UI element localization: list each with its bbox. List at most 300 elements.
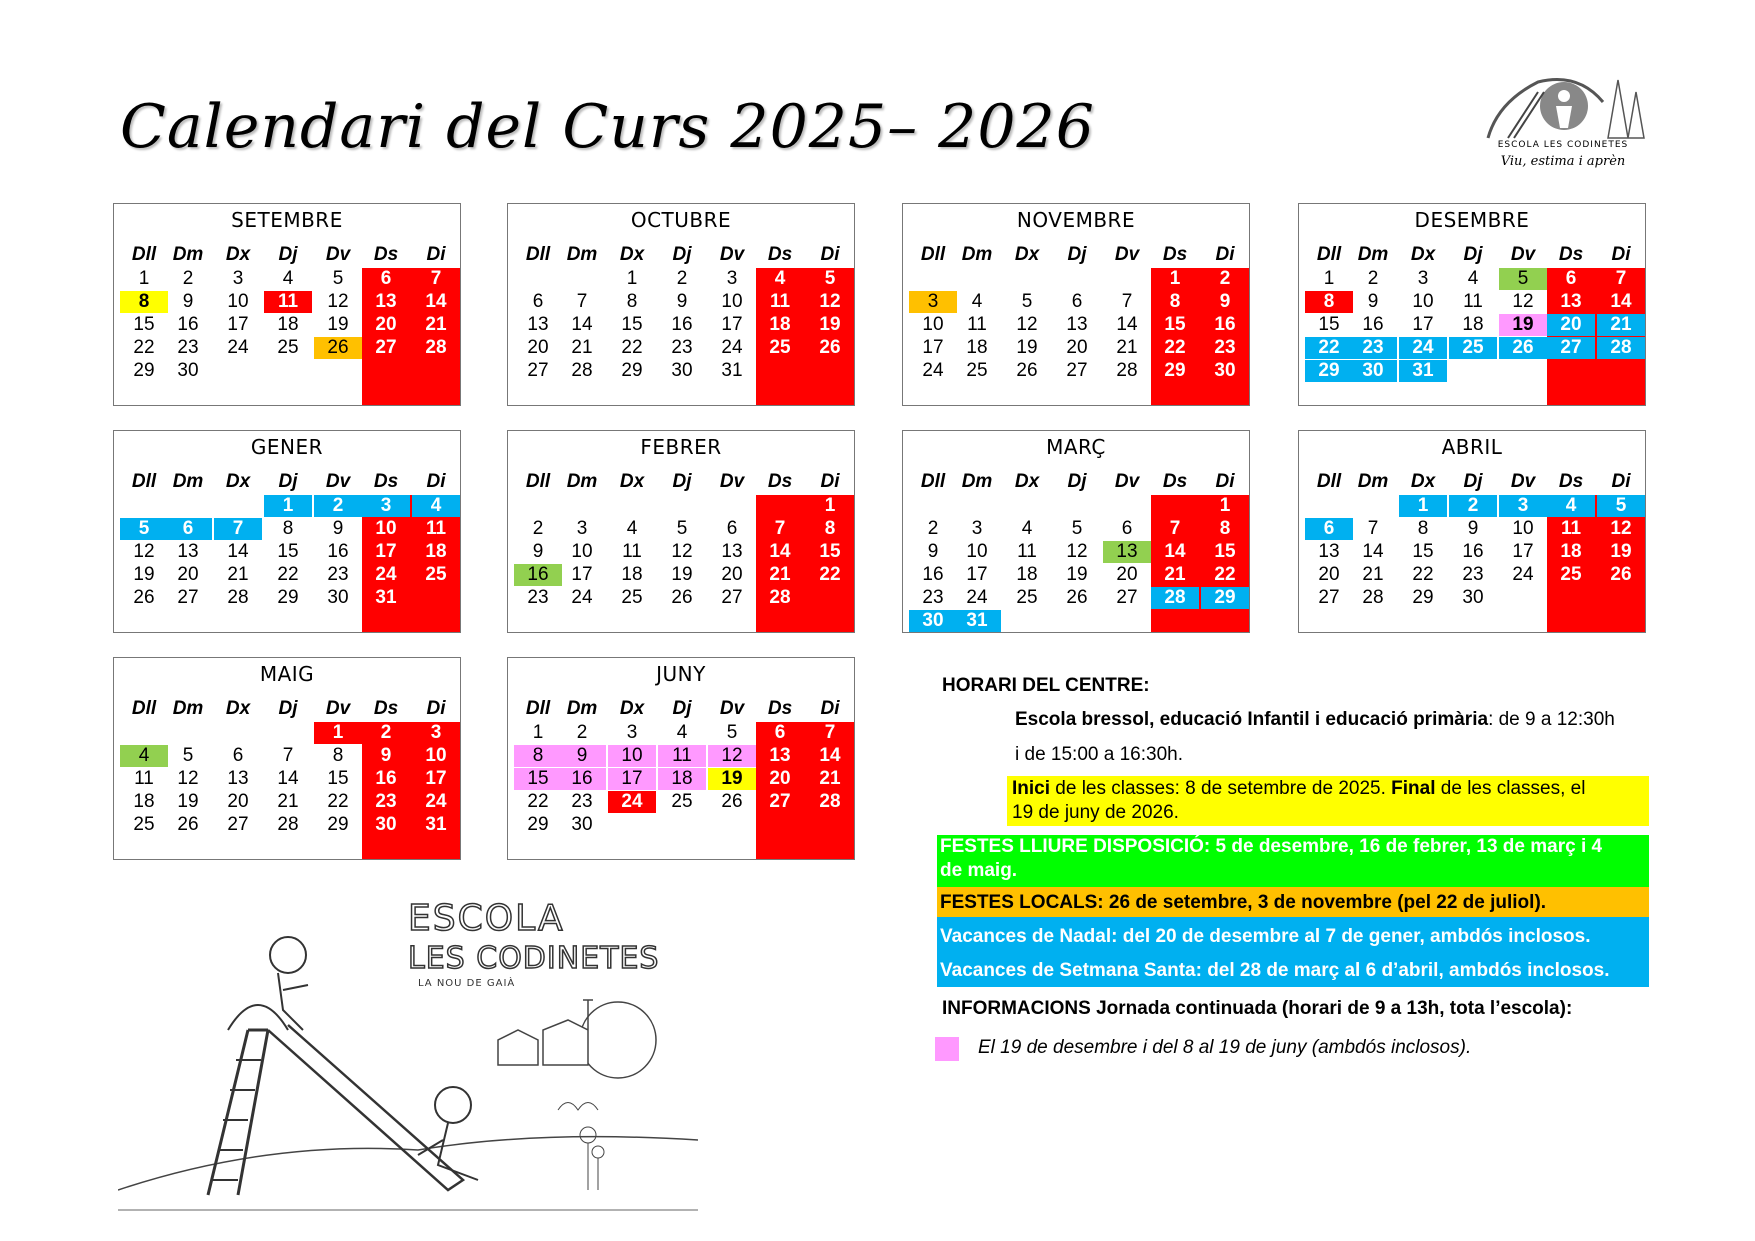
day-cell: 17 — [227, 314, 249, 335]
day-cell: 13 — [721, 541, 743, 562]
day-cell: 22 — [1412, 564, 1434, 585]
day-cell: 2 — [314, 495, 362, 517]
day-cell: 11 — [769, 291, 791, 312]
day-cell: 9 — [1467, 518, 1479, 539]
weekday-header: Dj — [1067, 471, 1087, 492]
day-cell: 30 — [327, 587, 349, 608]
day-cell: 13 — [1318, 541, 1340, 562]
day-cell: 26 — [314, 337, 362, 359]
day-cell: 12 — [1066, 541, 1088, 562]
day-cell: 2 — [1367, 268, 1379, 289]
day-cell: 1 — [1399, 495, 1447, 517]
day-cell: 21 — [227, 564, 249, 585]
day-cell: 25 — [277, 337, 299, 358]
day-cell: 23 — [1349, 337, 1397, 359]
day-cell: 4 — [1021, 518, 1033, 539]
day-cell: 8 — [282, 518, 294, 539]
day-cell: 12 — [1610, 518, 1632, 539]
day-cell: 22 — [621, 337, 643, 358]
weekday-header: Di — [426, 698, 446, 719]
day-cell: 20 — [375, 314, 397, 335]
day-cell: 18 — [1016, 564, 1038, 585]
day-cell: 9 — [927, 541, 939, 562]
day-cell: 12 — [327, 291, 349, 312]
day-cell: 22 — [133, 337, 155, 358]
day-cell: 5 — [1499, 268, 1547, 290]
day-cell: 21 — [1597, 314, 1645, 336]
setmana-santa-text: Vacances de Setmana Santa: del 28 de març al 6 d’abril, ambdós inclosos. — [940, 960, 1610, 981]
weekday-header: Dx — [1410, 471, 1436, 492]
day-cell: 4 — [1547, 495, 1595, 517]
weekday-header: Dm — [172, 698, 204, 719]
day-cell: 10 — [922, 314, 944, 335]
day-cell: 23 — [922, 587, 944, 608]
day-cell: 7 — [1121, 291, 1133, 312]
day-cell: 14 — [1116, 314, 1138, 335]
day-cell: 13 — [375, 291, 397, 312]
day-cell: 23 — [327, 564, 349, 585]
day-cell: 4 — [1467, 268, 1479, 289]
day-cell: 24 — [1512, 564, 1534, 585]
month-name: DESEMBRE — [1414, 208, 1530, 232]
day-cell: 25 — [1560, 564, 1582, 585]
day-cell: 22 — [1305, 337, 1353, 359]
day-cell: 22 — [527, 791, 549, 812]
day-cell: 29 — [527, 814, 549, 835]
day-cell: 21 — [769, 564, 791, 585]
day-cell: 15 — [1164, 314, 1186, 335]
day-cell: 28 — [1151, 587, 1199, 609]
day-cell: 19 — [1499, 314, 1547, 336]
day-cell: 6 — [380, 268, 392, 289]
weekday-header: Dll — [131, 698, 157, 719]
weekday-header: Ds — [1162, 471, 1188, 492]
weekday-header: Di — [1215, 471, 1235, 492]
inici-line2: 19 de juny de 2026. — [1012, 802, 1179, 823]
weekday-header: Di — [1611, 471, 1631, 492]
day-cell: 6 — [774, 722, 786, 743]
day-cell: 27 — [1066, 360, 1088, 381]
day-cell: 17 — [922, 337, 944, 358]
day-cell: 3 — [726, 268, 738, 289]
weekday-header: Dj — [672, 471, 692, 492]
nadal-text: Vacances de Nadal: del 20 de desembre al 7 de gener, ambdós inclosos. — [940, 926, 1591, 947]
day-cell: 14 — [571, 314, 593, 335]
day-cell: 19 — [327, 314, 349, 335]
day-cell: 8 — [120, 291, 168, 313]
day-cell: 18 — [277, 314, 299, 335]
day-cell: 15 — [819, 541, 841, 562]
horari-line1 — [1015, 709, 1615, 731]
day-cell: 6 — [1305, 518, 1353, 540]
weekday-header: Dv — [719, 471, 745, 492]
weekday-header: Dx — [619, 698, 645, 719]
day-cell: 17 — [425, 768, 447, 789]
day-cell: 24 — [922, 360, 944, 381]
day-cell: 8 — [332, 745, 344, 766]
day-cell: 4 — [971, 291, 983, 312]
day-cell: 19 — [1610, 541, 1632, 562]
day-cell: 6 — [1121, 518, 1133, 539]
day-cell: 12 — [819, 291, 841, 312]
day-cell: 21 — [571, 337, 593, 358]
day-cell: 11 — [658, 745, 706, 767]
day-cell: 3 — [232, 268, 244, 289]
day-cell: 19 — [1016, 337, 1038, 358]
day-cell: 10 — [1512, 518, 1534, 539]
day-cell: 5 — [824, 268, 836, 289]
day-cell: 7 — [430, 268, 442, 289]
day-cell: 25 — [425, 564, 447, 585]
day-cell: 20 — [1318, 564, 1340, 585]
weekday-header: Dll — [131, 471, 157, 492]
weekday-header: Dm — [1357, 471, 1389, 492]
day-cell: 2 — [532, 518, 544, 539]
day-cell: 22 — [277, 564, 299, 585]
day-cell: 4 — [282, 268, 294, 289]
weekday-header: Di — [426, 244, 446, 265]
day-cell: 20 — [1066, 337, 1088, 358]
weekday-header: Dm — [172, 471, 204, 492]
day-cell: 25 — [671, 791, 693, 812]
day-cell: 8 — [1169, 291, 1181, 312]
weekday-header: Dll — [525, 471, 551, 492]
day-cell: 18 — [769, 314, 791, 335]
day-cell: 12 — [133, 541, 155, 562]
horari-line1-rest: : de 9 a 12:30h — [1488, 709, 1615, 730]
day-cell: 26 — [1499, 337, 1547, 359]
festes-locals-line — [940, 892, 1546, 914]
day-cell: 1 — [1323, 268, 1335, 289]
sign-line1-text: ESCOLA — [408, 898, 565, 939]
day-cell: 3 — [1499, 495, 1547, 517]
festes-lliure-line1: FESTES LLIURE DISPOSICIÓ: 5 de desembre, 16 de febrer, 13 de març i 4 — [940, 836, 1603, 857]
weekday-header: Dm — [566, 698, 598, 719]
day-cell: 26 — [671, 587, 693, 608]
continuada-swatch — [935, 1037, 959, 1061]
weekday-header: Dm — [961, 471, 993, 492]
day-cell: 16 — [514, 564, 562, 586]
day-cell: 26 — [177, 814, 199, 835]
day-cell: 23 — [375, 791, 397, 812]
day-cell: 10 — [1412, 291, 1434, 312]
weekday-header: Dj — [278, 244, 298, 265]
day-cell: 3 — [909, 291, 957, 313]
day-cell: 13 — [1103, 541, 1151, 563]
day-cell: 23 — [571, 791, 593, 812]
day-cell: 22 — [1164, 337, 1186, 358]
day-cell: 23 — [671, 337, 693, 358]
school-illustration — [118, 890, 698, 1220]
day-cell: 20 — [769, 768, 791, 789]
day-cell: 4 — [626, 518, 638, 539]
day-cell: 9 — [558, 745, 606, 767]
day-cell: 30 — [1214, 360, 1236, 381]
day-cell: 27 — [721, 587, 743, 608]
day-cell: 29 — [1305, 360, 1353, 382]
day-cell: 16 — [1214, 314, 1236, 335]
day-cell: 10 — [966, 541, 988, 562]
day-cell: 21 — [277, 791, 299, 812]
day-cell: 18 — [1560, 541, 1582, 562]
weekday-header: Dv — [325, 698, 351, 719]
day-cell: 31 — [375, 587, 397, 608]
day-cell: 16 — [1462, 541, 1484, 562]
day-cell: 30 — [177, 360, 199, 381]
day-cell: 5 — [182, 745, 194, 766]
weekday-header: Dm — [566, 244, 598, 265]
day-cell: 9 — [332, 518, 344, 539]
day-cell: 1 — [1219, 495, 1231, 516]
day-cell: 20 — [1116, 564, 1138, 585]
day-cell: 18 — [425, 541, 447, 562]
day-cell: 15 — [1412, 541, 1434, 562]
sign-line1 — [408, 898, 565, 939]
day-cell: 16 — [327, 541, 349, 562]
day-cell: 23 — [177, 337, 199, 358]
weekday-header: Dll — [1316, 244, 1342, 265]
day-cell: 27 — [227, 814, 249, 835]
day-cell: 30 — [375, 814, 397, 835]
day-cell: 1 — [264, 495, 312, 517]
day-cell: 5 — [1071, 518, 1083, 539]
sign-line2 — [408, 941, 659, 976]
day-cell: 9 — [532, 541, 544, 562]
day-cell: 15 — [327, 768, 349, 789]
day-cell: 24 — [425, 791, 447, 812]
day-cell: 28 — [277, 814, 299, 835]
festes-locals-text: 26 de setembre, 3 de novembre (pel 22 de juliol). — [1103, 892, 1547, 913]
day-cell: 28 — [1116, 360, 1138, 381]
day-cell: 10 — [721, 291, 743, 312]
weekday-header: Di — [426, 471, 446, 492]
weekday-header: Dx — [225, 471, 251, 492]
day-cell: 5 — [1597, 495, 1645, 517]
weekday-header: Ds — [1162, 244, 1188, 265]
day-cell: 13 — [177, 541, 199, 562]
sign-line3-text: LA NOU DE GAIÀ — [418, 978, 516, 989]
horari-title: HORARI DEL CENTRE: — [942, 675, 1150, 696]
day-cell: 16 — [375, 768, 397, 789]
day-cell: 2 — [380, 722, 392, 743]
day-cell: 7 — [282, 745, 294, 766]
day-cell: 22 — [819, 564, 841, 585]
weekday-header: Ds — [767, 471, 793, 492]
month-name: NOVEMBRE — [1016, 208, 1136, 232]
day-cell: 15 — [133, 314, 155, 335]
weekday-header: Dll — [920, 244, 946, 265]
day-cell: 9 — [1219, 291, 1231, 312]
weekday-header: Ds — [767, 698, 793, 719]
final-text: de les classes, el — [1435, 778, 1586, 799]
day-cell: 24 — [375, 564, 397, 585]
day-cell: 26 — [1610, 564, 1632, 585]
weekday-header: Dx — [1410, 244, 1436, 265]
month-name: OCTUBRE — [630, 208, 732, 232]
weekday-header: Ds — [373, 471, 399, 492]
day-cell: 19 — [671, 564, 693, 585]
day-cell: 3 — [362, 495, 410, 517]
day-cell: 7 — [214, 518, 262, 540]
day-cell: 1 — [532, 722, 544, 743]
day-cell: 28 — [1597, 337, 1645, 359]
day-cell: 30 — [571, 814, 593, 835]
day-cell: 10 — [227, 291, 249, 312]
day-cell: 25 — [769, 337, 791, 358]
day-cell: 15 — [1318, 314, 1340, 335]
day-cell: 13 — [769, 745, 791, 766]
weekday-header: Ds — [373, 244, 399, 265]
weekday-header: Dv — [719, 244, 745, 265]
day-cell: 14 — [227, 541, 249, 562]
weekday-header: Dv — [719, 698, 745, 719]
day-cell: 19 — [177, 791, 199, 812]
day-cell: 7 — [824, 722, 836, 743]
weekday-header: Dj — [1067, 244, 1087, 265]
day-cell: 29 — [1201, 587, 1249, 609]
day-cell: 6 — [726, 518, 738, 539]
day-cell: 11 — [134, 768, 154, 789]
weekday-header: Dj — [278, 698, 298, 719]
day-cell: 3 — [971, 518, 983, 539]
day-cell: 6 — [532, 291, 544, 312]
day-cell: 16 — [922, 564, 944, 585]
day-cell: 29 — [1412, 587, 1434, 608]
day-cell: 17 — [721, 314, 743, 335]
day-cell: 8 — [626, 291, 638, 312]
day-cell: 8 — [824, 518, 836, 539]
day-cell: 26 — [819, 337, 841, 358]
day-cell: 14 — [425, 291, 447, 312]
day-cell: 14 — [277, 768, 299, 789]
weekday-header: Dv — [1114, 471, 1140, 492]
day-cell: 25 — [621, 587, 643, 608]
day-cell: 9 — [380, 745, 392, 766]
day-cell: 29 — [277, 587, 299, 608]
weekday-header: Dj — [1463, 244, 1483, 265]
day-cell: 3 — [1417, 268, 1429, 289]
day-cell: 26 — [721, 791, 743, 812]
day-cell: 19 — [819, 314, 841, 335]
day-cell: 10 — [571, 541, 593, 562]
day-cell: 19 — [133, 564, 155, 585]
weekday-header: Dll — [1316, 471, 1342, 492]
day-cell: 9 — [676, 291, 688, 312]
day-cell: 7 — [1367, 518, 1379, 539]
horari-line1-bold: Escola bressol, educació Infantil i educació primària — [1015, 709, 1489, 730]
day-cell: 5 — [676, 518, 688, 539]
weekday-header: Dll — [525, 698, 551, 719]
day-cell: 17 — [966, 564, 988, 585]
day-cell: 7 — [1615, 268, 1627, 289]
day-cell: 1 — [1169, 268, 1181, 289]
day-cell: 30 — [1349, 360, 1397, 382]
weekday-header: Di — [1611, 244, 1631, 265]
month-name: GENER — [250, 435, 324, 459]
day-cell: 3 — [430, 722, 442, 743]
sign-line2-text: LES CODINETES — [408, 941, 660, 976]
day-cell: 27 — [527, 360, 549, 381]
day-cell: 27 — [375, 337, 397, 358]
day-cell: 26 — [1016, 360, 1038, 381]
day-cell: 28 — [571, 360, 593, 381]
day-cell: 11 — [425, 518, 447, 539]
day-cell: 15 — [1214, 541, 1236, 562]
day-cell: 12 — [671, 541, 693, 562]
day-cell: 6 — [1071, 291, 1083, 312]
day-cell: 14 — [1610, 291, 1632, 312]
day-cell: 15 — [514, 768, 562, 790]
day-cell: 28 — [227, 587, 249, 608]
day-cell: 20 — [527, 337, 549, 358]
day-cell: 29 — [621, 360, 643, 381]
weekday-header: Dm — [566, 471, 598, 492]
day-cell: 21 — [1116, 337, 1138, 358]
day-cell: 24 — [608, 791, 656, 813]
day-cell: 25 — [133, 814, 155, 835]
day-cell: 31 — [425, 814, 447, 835]
weekday-header: Di — [1215, 244, 1235, 265]
day-cell: 2 — [676, 268, 688, 289]
logo-school-name: ESCOLA LES CODINETES — [1497, 140, 1629, 150]
day-cell: 16 — [1362, 314, 1384, 335]
day-cell: 14 — [1362, 541, 1384, 562]
inici-text: de les classes: 8 de setembre de 2025. — [1050, 778, 1392, 799]
day-cell: 6 — [232, 745, 244, 766]
day-cell: 21 — [819, 768, 841, 789]
day-cell: 27 — [1547, 337, 1595, 359]
day-cell: 18 — [621, 564, 643, 585]
day-cell: 25 — [1016, 587, 1038, 608]
day-cell: 17 — [375, 541, 397, 562]
day-cell: 29 — [327, 814, 349, 835]
weekday-header: Dm — [172, 244, 204, 265]
day-cell: 27 — [1116, 587, 1138, 608]
day-cell: 10 — [425, 745, 447, 766]
day-cell: 5 — [1021, 291, 1033, 312]
day-cell: 24 — [966, 587, 988, 608]
day-cell: 18 — [133, 791, 155, 812]
day-cell: 15 — [621, 314, 643, 335]
day-cell: 19 — [708, 768, 756, 790]
weekday-header: Dll — [131, 244, 157, 265]
day-cell: 9 — [1367, 291, 1379, 312]
weekday-header: Dv — [1114, 244, 1140, 265]
day-cell: 31 — [721, 360, 743, 381]
day-cell: 26 — [1066, 587, 1088, 608]
day-cell: 5 — [726, 722, 738, 743]
day-cell: 4 — [676, 722, 688, 743]
day-cell: 2 — [1449, 495, 1497, 517]
day-cell: 4 — [412, 495, 460, 517]
day-cell: 7 — [1169, 518, 1181, 539]
logo-slogan: Viu, estima i aprèn — [1500, 154, 1626, 169]
day-cell: 7 — [774, 518, 786, 539]
weekday-header: Ds — [1558, 471, 1584, 492]
day-cell: 6 — [164, 518, 212, 540]
weekday-header: Dx — [619, 471, 645, 492]
weekday-header: Dll — [920, 471, 946, 492]
day-cell: 28 — [819, 791, 841, 812]
day-cell: 29 — [1164, 360, 1186, 381]
day-cell: 1 — [824, 495, 836, 516]
day-cell: 12 — [1512, 291, 1534, 312]
day-cell: 26 — [133, 587, 155, 608]
day-cell: 8 — [1305, 291, 1353, 313]
informacions-text: INFORMACIONS Jornada continuada (horari de 9 a 13h, tota l’escola): — [942, 998, 1573, 1019]
month-name: MARÇ — [1046, 435, 1106, 459]
weekday-header: Ds — [1558, 244, 1584, 265]
